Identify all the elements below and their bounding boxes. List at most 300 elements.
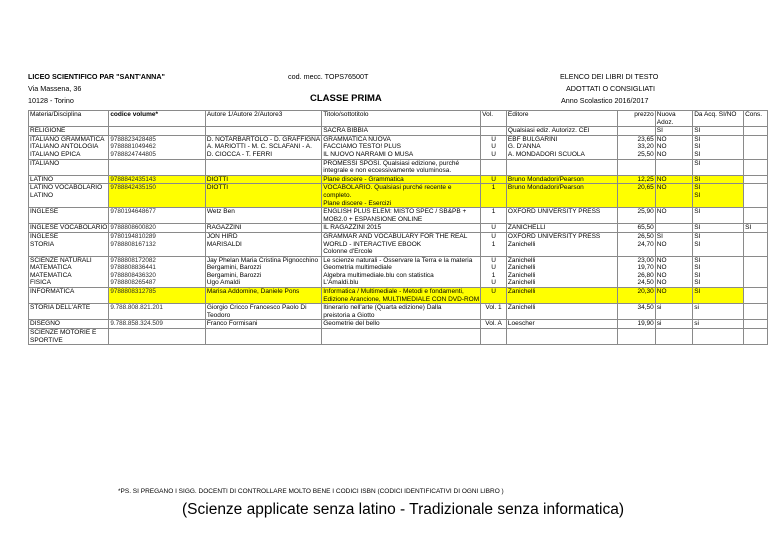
cell-vol-line: U	[491, 175, 496, 183]
cell-recommended	[744, 135, 768, 159]
cell-vol	[481, 256, 507, 287]
cell-subject	[29, 232, 109, 256]
cell-vol-line: 1	[491, 208, 496, 216]
curriculum-banner: (Scienze applicate senza latino - Tradizionale senza informatica)	[182, 501, 624, 518]
cell-publisher-line: Loescher	[507, 320, 535, 328]
cell-subject	[29, 304, 109, 320]
cell-recommended	[744, 320, 768, 329]
cell-new-adoption	[655, 159, 692, 175]
cell-publisher	[506, 320, 617, 329]
cell-publisher-line: EBF BULGARINI	[507, 135, 558, 143]
cell-authors	[205, 127, 321, 136]
cell-title	[322, 159, 481, 175]
cell-publisher-line: Bruno Mondadori/Pearson	[507, 175, 584, 183]
cell-title-line: ENGLISH PLUS ELEM: MISTO SPEC / SB&PB +	[323, 208, 467, 216]
cell-to-buy-line: SI	[694, 240, 701, 248]
cell-title-line: Plane discere - Esercizi	[323, 199, 392, 207]
cell-to-buy	[693, 320, 744, 329]
cell-publisher-line: Zanichelli	[507, 288, 536, 296]
cell-to-buy	[693, 232, 744, 256]
cell-publisher	[506, 288, 617, 304]
col-cons: Cons.	[744, 111, 768, 127]
cell-new-adoption	[655, 224, 692, 233]
col-authors: Autore 1/Autore 2/Autore3	[205, 111, 321, 127]
cell-to-buy-line: SI	[694, 143, 701, 151]
cell-title-line: Colonne d'Ercole	[323, 248, 373, 256]
cell-publisher-line: Qualsiasi ediz. Autorizz. CEI	[507, 127, 590, 135]
table-row	[29, 159, 768, 175]
cell-price	[618, 159, 655, 175]
cell-title	[322, 304, 481, 320]
cell-recommended	[744, 288, 768, 304]
table-row	[29, 329, 768, 345]
cell-new-adoption-line: NO	[656, 288, 667, 296]
cell-recommended	[744, 304, 768, 320]
cell-recommended	[744, 175, 768, 184]
cell-vol	[481, 304, 507, 320]
cell-subject-line: DISEGNO	[30, 320, 60, 328]
table-row	[29, 232, 768, 256]
cell-title-line: IL RAGAZZINI 2015	[323, 224, 382, 232]
cell-price	[618, 135, 655, 159]
cell-vol	[481, 127, 507, 136]
cell-isbn-line: 9788824744805	[110, 150, 156, 158]
cell-title	[322, 127, 481, 136]
cell-subject	[29, 135, 109, 159]
cell-title	[322, 329, 481, 345]
cell-title-line: L'Amaldi.blu	[323, 279, 359, 287]
table-row	[29, 127, 768, 136]
cell-recommended	[744, 159, 768, 175]
cell-title-line: VOCABOLARIO. Qualsiasi purché recente e	[323, 184, 452, 192]
cell-publisher	[506, 135, 617, 159]
cell-price-line: 26,80	[637, 271, 654, 279]
cell-publisher	[506, 175, 617, 184]
cell-price-line: 23,00	[637, 256, 654, 264]
cell-authors	[205, 329, 321, 345]
cell-subject-line: LATINO	[30, 191, 53, 199]
cell-price-line: 24,70	[637, 240, 654, 248]
cell-price	[618, 184, 655, 208]
cell-to-buy-line: SI	[694, 279, 701, 287]
cell-to-buy-line: SI	[694, 224, 701, 232]
cell-price	[618, 127, 655, 136]
cell-title-line: Plane discere - Grammatica	[323, 175, 404, 183]
cell-new-adoption-line: NO	[656, 175, 667, 183]
cell-title-line: integrale e non eccessivamente voluminosa.	[323, 167, 452, 175]
cell-authors	[205, 184, 321, 208]
cell-isbn	[109, 232, 206, 256]
cell-subject	[29, 288, 109, 304]
cell-vol-line: U	[491, 288, 496, 296]
cell-isbn-line: 9.788.808.821.201	[110, 304, 163, 312]
cell-publisher-line: A. MONDADORI SCUOLA	[507, 150, 585, 158]
cell-vol-line: 1	[491, 240, 496, 248]
class-title: CLASSE PRIMA	[310, 93, 382, 104]
cell-isbn-line: 9788808312785	[110, 288, 156, 296]
cell-isbn	[109, 184, 206, 208]
cell-publisher	[506, 304, 617, 320]
cell-subject-line: RELIGIONE	[30, 127, 66, 135]
cell-to-buy	[693, 175, 744, 184]
cell-new-adoption	[655, 184, 692, 208]
table-row	[29, 288, 768, 304]
cell-authors-line: MARISALDI	[206, 240, 242, 248]
cell-title	[322, 256, 481, 287]
cell-isbn-line: 9788842435150	[110, 184, 156, 192]
cell-isbn-line: 9788842435143	[110, 175, 156, 183]
cell-authors-line: Franco Formisani	[206, 320, 258, 328]
cell-new-adoption-line: SI	[656, 127, 663, 135]
cell-to-buy-line: SI	[694, 288, 701, 296]
school-code: cod. mecc. TOPS76500T	[288, 72, 369, 81]
cell-authors	[205, 175, 321, 184]
cell-vol	[481, 184, 507, 208]
cell-to-buy	[693, 159, 744, 175]
cell-to-buy	[693, 304, 744, 320]
cell-new-adoption-line: NO	[656, 256, 667, 264]
cell-isbn-line: 9788808172082	[110, 256, 156, 264]
cell-vol	[481, 232, 507, 256]
cell-new-adoption	[655, 288, 692, 304]
cell-price-line: 20,30	[637, 288, 654, 296]
cell-vol-line: 1	[491, 271, 496, 279]
cell-to-buy-line: SI	[694, 208, 701, 216]
cell-authors-line: DIOTTI	[206, 175, 229, 183]
cell-to-buy-line: SI	[694, 264, 701, 272]
cell-vol-line: U	[491, 150, 496, 158]
cell-price-line: 12,25	[637, 175, 654, 183]
cell-authors-line: A. MARIOTTI - M. C. SCLAFANI - A.	[206, 143, 312, 151]
cell-publisher-line: Zanichelli	[507, 240, 536, 248]
cell-publisher	[506, 232, 617, 256]
school-address: Via Massena, 36	[28, 84, 82, 93]
cell-price-line: 26,50	[637, 232, 654, 240]
cell-price-line: 65,50	[637, 224, 654, 232]
cell-publisher-line: Bruno Mondadori/Pearson	[507, 184, 584, 192]
cell-title	[322, 320, 481, 329]
cell-new-adoption	[655, 320, 692, 329]
cell-to-buy-line: SI	[694, 232, 701, 240]
cell-new-adoption-line: si	[656, 320, 662, 328]
cell-authors-line: Jay Phelan Maria Cristina Pignocchino	[206, 256, 319, 264]
cell-isbn	[109, 320, 206, 329]
cell-subject-line: STORIA DELL'ARTE	[30, 304, 91, 312]
cell-price	[618, 208, 655, 224]
cell-isbn-line: 9788808436320	[110, 271, 156, 279]
cell-vol	[481, 329, 507, 345]
cell-price-line: 25,90	[637, 208, 654, 216]
cell-title	[322, 135, 481, 159]
list-title: ELENCO DEI LIBRI DI TESTO	[560, 72, 659, 81]
cell-subject-line: INGLESE VOCABOLARIO	[30, 224, 108, 232]
cell-subject-line: STORIA	[30, 240, 55, 248]
cell-price-line: 19,70	[637, 264, 654, 272]
cell-price	[618, 329, 655, 345]
cell-subject-line: FISICA	[30, 279, 51, 287]
cell-price-line: 20,65	[637, 184, 654, 192]
cell-authors-line: Teodoro	[206, 311, 231, 319]
table-row	[29, 208, 768, 224]
cell-vol-line: U	[491, 264, 496, 272]
cell-new-adoption-line: NO	[656, 184, 667, 192]
cell-authors-line: D. CIOCCA - T. FERRI	[206, 150, 273, 158]
cell-to-buy	[693, 329, 744, 345]
cell-publisher	[506, 127, 617, 136]
cell-new-adoption-line: NO	[656, 271, 667, 279]
cell-title-line: Geometria multimediale	[323, 264, 392, 272]
cell-authors-line: DIOTTI	[206, 184, 229, 192]
cell-publisher-line: OXFORD UNIVERSITY PRESS	[507, 232, 601, 240]
cell-to-buy-line: SI	[694, 135, 701, 143]
cell-isbn	[109, 329, 206, 345]
cell-to-buy-line: SI	[694, 191, 701, 199]
cell-title-line: MOB2.0 + ESPANSIONE ONLINE	[323, 215, 423, 223]
cell-to-buy-line: SI	[694, 184, 701, 192]
cell-price	[618, 288, 655, 304]
col-title: Titolo/sottotitolo	[322, 111, 481, 127]
cell-publisher	[506, 329, 617, 345]
cell-new-adoption	[655, 175, 692, 184]
cell-new-adoption	[655, 256, 692, 287]
cell-publisher-line: Zanichelli	[507, 264, 536, 272]
cell-new-adoption-line: NO	[656, 135, 667, 143]
cell-publisher-line: Zanichelli	[507, 304, 536, 312]
cell-isbn-line: 9780194648677	[110, 208, 156, 216]
list-subtitle: ADOTTATI O CONSIGLIATI	[566, 84, 656, 93]
cell-to-buy-line: SI	[694, 256, 701, 264]
cell-to-buy-line: SI	[694, 150, 701, 158]
cell-publisher	[506, 256, 617, 287]
cell-recommended	[744, 224, 768, 233]
cell-isbn-line: 9788808167132	[110, 240, 156, 248]
cell-to-buy-line: SI	[694, 175, 701, 183]
cell-publisher	[506, 184, 617, 208]
table-row	[29, 135, 768, 159]
cell-new-adoption-line: NO	[656, 240, 667, 248]
cell-to-buy-line: si	[694, 320, 699, 328]
cell-new-adoption-line: si	[656, 304, 662, 312]
cell-title-line: completo.	[323, 191, 352, 199]
cell-publisher-line: Zanichelli	[507, 256, 536, 264]
cell-authors	[205, 159, 321, 175]
cell-title	[322, 208, 481, 224]
cell-title	[322, 184, 481, 208]
cell-vol-line: 1	[491, 184, 496, 192]
cell-authors	[205, 135, 321, 159]
cell-vol-line: U	[491, 256, 496, 264]
cell-subject	[29, 320, 109, 329]
book-list-table	[28, 110, 768, 345]
cell-authors	[205, 288, 321, 304]
cell-title-line: WORLD - INTERACTIVE EBOOK	[323, 240, 422, 248]
cell-subject-line: LATINO VOCABOLARIO	[30, 184, 103, 192]
cell-subject-line: MATEMATICA	[30, 264, 72, 272]
cell-publisher-line: Zanichelli	[507, 279, 536, 287]
cell-authors-line: Ugo Amaldi	[206, 279, 241, 287]
cell-subject-line: MATEMATICA	[30, 271, 72, 279]
cell-publisher-line: OXFORD UNIVERSITY PRESS	[507, 208, 601, 216]
cell-isbn-line: 9780194810289	[110, 232, 156, 240]
cell-recommended	[744, 329, 768, 345]
cell-authors-line: Marisa Addomine, Daniele Pons	[206, 288, 300, 296]
cell-to-buy	[693, 288, 744, 304]
cell-authors-line: JON HIRD	[206, 232, 238, 240]
cell-title-line: preistoria a Giotto	[323, 311, 375, 319]
cell-subject	[29, 329, 109, 345]
cell-recommended	[744, 232, 768, 256]
cell-title-line: Algebra multimediale.blu con statistica	[323, 271, 434, 279]
cell-publisher-line: ZANICHELLI	[507, 224, 546, 232]
cell-title-line: Itinerario nell'arte (Quarta edizione) Dalla	[323, 304, 442, 312]
cell-title-line: GRAMMATICA NUOVA	[323, 135, 391, 143]
cell-price	[618, 304, 655, 320]
cell-isbn	[109, 224, 206, 233]
cell-to-buy-line: si	[694, 304, 699, 312]
cell-authors-line: Giorgio Cricco Francesco Paolo Di	[206, 304, 307, 312]
cell-subject	[29, 159, 109, 175]
school-year: Anno Scolastico 2016/2017	[561, 96, 649, 105]
cell-price	[618, 320, 655, 329]
cell-recommended	[744, 127, 768, 136]
cell-to-buy-line: SI	[694, 159, 701, 167]
cell-isbn-line: 9788881049462	[110, 143, 156, 151]
cell-new-adoption-line: NO	[656, 208, 667, 216]
cell-subject-line: ITALIANO GRAMMATICA	[30, 135, 105, 143]
cell-title	[322, 175, 481, 184]
cell-new-adoption-line: NO	[656, 264, 667, 272]
cell-subject	[29, 175, 109, 184]
cell-isbn-line: 9788808836441	[110, 264, 156, 272]
cell-publisher	[506, 159, 617, 175]
cell-title-line: Informatica / Multimediale - Metodi e fondamenti,	[323, 288, 464, 296]
cell-recommended-line: SI	[745, 224, 752, 232]
table-row	[29, 184, 768, 208]
col-price: prezzo	[618, 111, 655, 127]
cell-subject-line: INGLESE	[30, 232, 59, 240]
cell-price	[618, 256, 655, 287]
cell-title	[322, 288, 481, 304]
cell-isbn	[109, 159, 206, 175]
cell-new-adoption-line: NO	[656, 143, 667, 151]
cell-authors-line: Wetz Ben	[206, 208, 235, 216]
cell-subject-line: INFORMATICA	[30, 288, 75, 296]
col-vol: Vol.	[481, 111, 507, 127]
col-acq: Da Acq. SI/NO	[693, 111, 744, 127]
cell-price	[618, 175, 655, 184]
cell-vol-line: U	[491, 279, 496, 287]
table-row	[29, 304, 768, 320]
cell-authors	[205, 304, 321, 320]
col-new: Nuova Adoz.	[655, 111, 692, 127]
cell-to-buy	[693, 256, 744, 287]
cell-vol	[481, 135, 507, 159]
cell-publisher-line: G. D'ANNA	[507, 143, 541, 151]
cell-to-buy-line: SI	[694, 271, 701, 279]
cell-isbn	[109, 135, 206, 159]
cell-to-buy-line: SI	[694, 127, 701, 135]
cell-price-line: 23,65	[637, 135, 654, 143]
school-city: 10128 - Torino	[28, 96, 74, 105]
cell-subject-line: ITALIANO EPICA	[30, 150, 81, 158]
col-code: codice volume*	[109, 111, 206, 127]
cell-subject	[29, 127, 109, 136]
cell-price	[618, 224, 655, 233]
cell-recommended	[744, 256, 768, 287]
table-row	[29, 224, 768, 233]
cell-title	[322, 232, 481, 256]
cell-to-buy	[693, 184, 744, 208]
cell-vol-line: U	[491, 224, 496, 232]
cell-title-line: GRAMMAR AND VOCABULARY FOR THE REAL	[323, 232, 468, 240]
cell-to-buy	[693, 135, 744, 159]
cell-title-line: Edizione Arancione, MULTIMEDIALE CON DVD-ROM	[323, 295, 480, 303]
cell-price-line: 34,50	[637, 304, 654, 312]
cell-authors-line: Bergamini, Barozzi	[206, 264, 262, 272]
cell-isbn	[109, 127, 206, 136]
cell-title-line: PROMESSI SPOSI. Qualsiasi edizione, purché	[323, 159, 460, 167]
cell-new-adoption	[655, 208, 692, 224]
cell-title-line: FACCIAMO TESTO! PLUS	[323, 143, 401, 151]
cell-title-line: IL NUOVO NARRAMI O MUSA	[323, 150, 414, 158]
cell-title	[322, 224, 481, 233]
table-header-row	[29, 111, 768, 127]
cell-isbn-line: 9788808265487	[110, 279, 156, 287]
table-row	[29, 175, 768, 184]
cell-new-adoption-line: NO	[656, 279, 667, 287]
cell-subject	[29, 256, 109, 287]
cell-recommended	[744, 208, 768, 224]
col-subject: Materia/Disciplina	[29, 111, 109, 127]
cell-publisher	[506, 208, 617, 224]
cell-vol-line: Vol. A	[485, 320, 502, 328]
table-row	[29, 256, 768, 287]
cell-isbn-line: 9.788.858.324.509	[110, 320, 163, 328]
cell-new-adoption	[655, 127, 692, 136]
table-row	[29, 320, 768, 329]
cell-authors-line: RAGAZZINI	[206, 224, 242, 232]
cell-price	[618, 232, 655, 256]
cell-new-adoption-line: SI	[656, 232, 663, 240]
cell-subject	[29, 224, 109, 233]
cell-to-buy	[693, 224, 744, 233]
cell-recommended	[744, 184, 768, 208]
cell-price-line: 19,90	[637, 320, 654, 328]
cell-title-line: Geometrie del bello	[323, 320, 380, 328]
cell-publisher	[506, 224, 617, 233]
school-name: LICEO SCIENTIFICO PAR "SANT'ANNA"	[28, 72, 165, 81]
cell-authors	[205, 320, 321, 329]
cell-subject	[29, 208, 109, 224]
cell-isbn	[109, 304, 206, 320]
cell-authors	[205, 256, 321, 287]
cell-title-line: SACRA BIBBIA	[323, 127, 369, 135]
cell-authors	[205, 232, 321, 256]
cell-to-buy	[693, 208, 744, 224]
cell-vol-line: U	[491, 232, 496, 240]
cell-isbn-line: 9788823428485	[110, 135, 156, 143]
cell-subject-line: LATINO	[30, 175, 53, 183]
cell-isbn-line: 9788808600820	[110, 224, 156, 232]
cell-subject-line: ITALIANO	[30, 159, 60, 167]
cell-vol	[481, 320, 507, 329]
cell-isbn	[109, 256, 206, 287]
cell-authors	[205, 208, 321, 224]
cell-isbn	[109, 208, 206, 224]
cell-isbn	[109, 175, 206, 184]
cell-subject-line: SCIENZE MOTORIE E	[30, 329, 97, 337]
cell-to-buy	[693, 127, 744, 136]
